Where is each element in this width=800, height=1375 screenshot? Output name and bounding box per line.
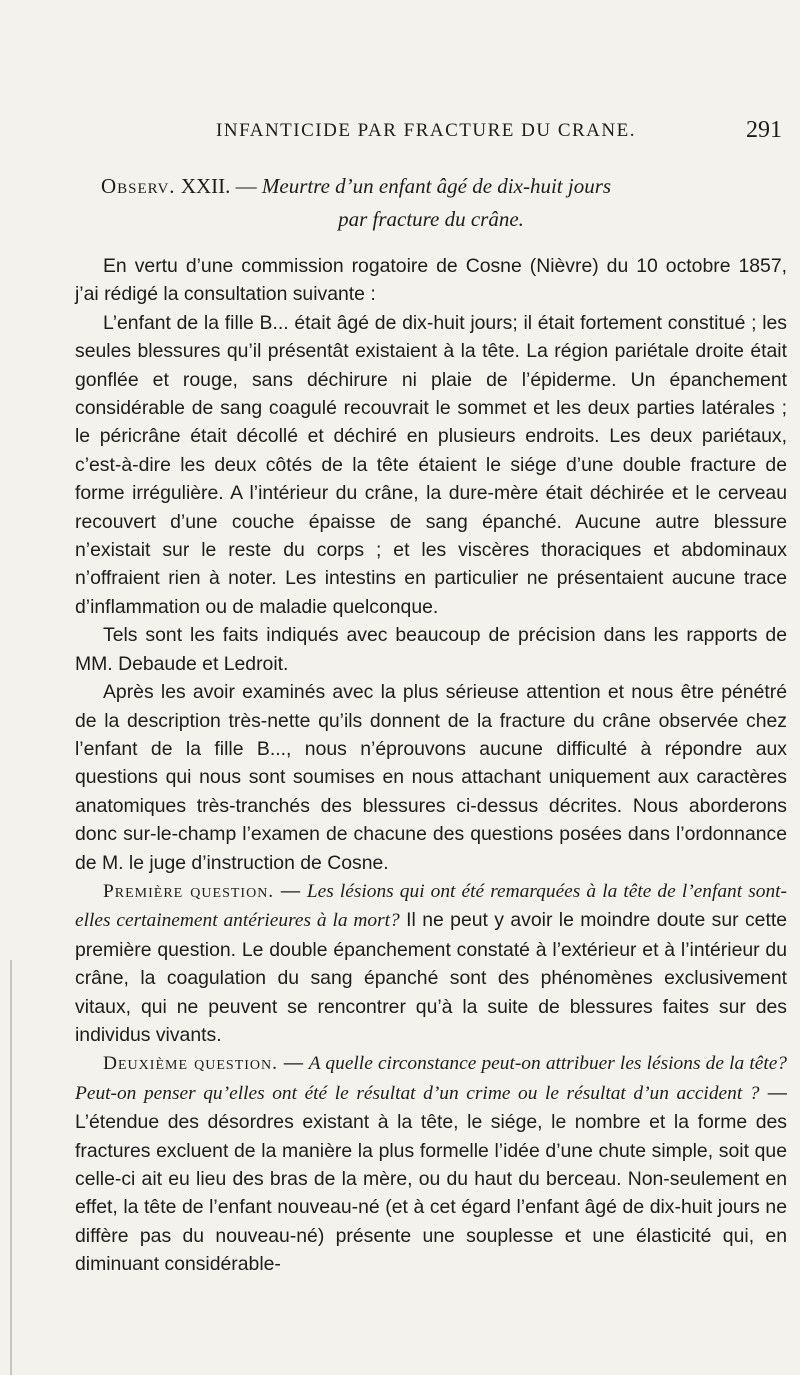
paragraph-1: En vertu d’une commission rogatoire de Cosne (Nièvre) du 10 octobre 1857, j’ai rédigé la consultation suivante : bbox=[75, 255, 787, 306]
question-2-text: A quelle circonstance peut-on attribuer les lésions de la tête? Peut-on penser qu’elles ont été le résultat d’un crime ou le résultat d’un accident ? bbox=[75, 1053, 788, 1104]
observation-title-line1: Meurtre d’un enfant âgé de dix-huit jours bbox=[261, 174, 612, 198]
question-2-label: Deuxième question. bbox=[103, 1053, 278, 1075]
question-1-text: Les lésions qui ont été remarquées à la tête de l’enfant sont-elles certainement antérieures à la mort? bbox=[75, 880, 788, 932]
question-1-dash: — bbox=[280, 879, 301, 902]
observation-heading bbox=[75, 170, 787, 236]
observation-dash: — bbox=[235, 174, 257, 198]
question-2-answer: L’étendue des désordres existant à la tête, le siége, le nombre et la forme des fractures excluent de la manière la plus formelle l’idée d’une chute simple, soit que celle-ci ait eu lieu des bras de la mère, ou du haut du berceau. Non-seulement en effet, la tête de l’enfant nouveau-né (et à cet égard l’enfant âgé de dix-huit jours ne diffère pas du nouveau-né) présente une souplesse et une élasticité qui, en diminuant considérable- bbox=[75, 1111, 787, 1276]
observation-heading-line1 bbox=[75, 170, 787, 203]
question-1-paragraph bbox=[75, 877, 787, 1049]
running-header bbox=[70, 117, 782, 154]
page-edge-shadow bbox=[10, 960, 12, 1375]
question-2-dash: — bbox=[283, 1052, 304, 1075]
observation-number: XXII. bbox=[180, 174, 231, 198]
observation-label: Observ. bbox=[101, 174, 176, 198]
header-title: INFANTICIDE PAR FRACTURE DU CRANE. bbox=[216, 120, 636, 141]
observation-title-line2: par fracture du crâne. bbox=[338, 207, 524, 231]
body-text bbox=[75, 252, 787, 1279]
question-2-dash2: — bbox=[767, 1081, 787, 1104]
page-number: 291 bbox=[746, 117, 782, 143]
paragraph-3: Tels sont les faits indiqués avec beaucoup de précision dans les rapports de MM. Debaude et Ledroit. bbox=[75, 624, 787, 675]
paragraph-4: Après les avoir examinés avec la plus sérieuse attention et nous être pénétré de la description très-nette qu’ils donnent de la fracture du crâne observée chez l’enfant de la fille B..., nous n’éprouvons aucune difficulté à répondre aux questions qui nous sont soumises en nous attachant uniquement aux caractères anatomiques très-tranchés des blessures ci-dessus décrites. Nous aborderons donc sur-le-champ l’examen de chacune des questions posées dans l’ordonnance de M. le juge d’instruction de Cosne. bbox=[75, 681, 787, 874]
paragraph-2: L’enfant de la fille B... était âgé de dix-huit jours; il était fortement constitué ; les seules blessures qu’il présentât existaient à la tête. La région pariétale droite était gonflée et rouge, sans déchirure ni plaie de l’épiderme. Un épanchement considérable de sang coagulé recouvrait le sommet et les deux parties latérales ; le péricrâne était décollé et déchiré en plusieurs endroits. Les deux pariétaux, c’est-à-dire les deux côtés de la tête étaient le siége d’une double fracture de forme irrégulière. A l’intérieur du crâne, la dure-mère était déchirée et le cerveau recouvert d’une couche épaisse de sang épanché. Aucune autre blessure n’existait sur le reste du corps ; et les viscères thoraciques et abdominaux n’offraient rien à noter. Les intestins en particulier ne présentaient aucune trace d’inflammation ou de maladie quelconque. bbox=[75, 311, 787, 618]
question-1-answer: Il ne peut y avoir le moindre doute sur cette première question. Le double épanchement constaté à l’extérieur et à l’intérieur du crâne, la coagulation du sang épanché sont des phénomènes exclusivement vitaux, qui ne peuvent se rencontrer qu’à la suite de blessures faites sur des individus vivants. bbox=[75, 909, 787, 1046]
question-2-paragraph bbox=[75, 1049, 787, 1278]
question-1-label: Première question. bbox=[103, 880, 275, 902]
